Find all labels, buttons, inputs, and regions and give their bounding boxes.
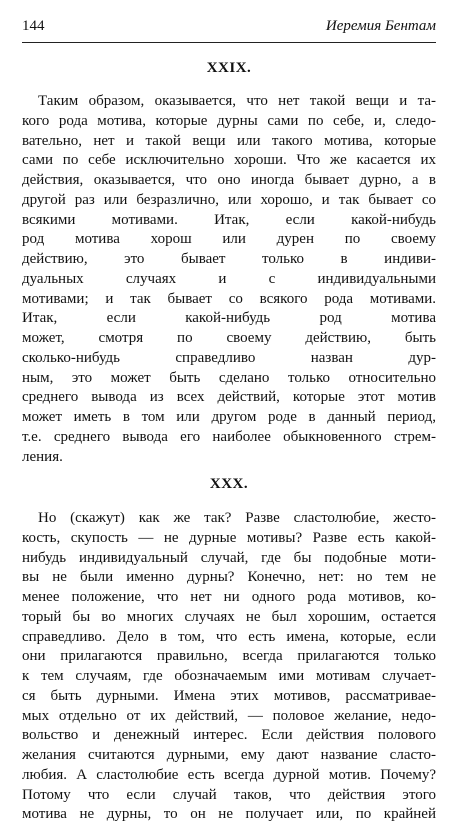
text-line: кого рода мотива, которые дурны сами по себе, и, следо- xyxy=(22,112,436,129)
text-line: ным, это может быть сделано только относительно xyxy=(22,369,436,386)
text-line: менее положение, что нет ни одного рода мотивов, ко- xyxy=(22,589,436,605)
text-line: всякими мотивами. Итак, если какой-нибудь xyxy=(22,211,436,228)
text-line: Но (скажут) как же так? Разве сластолюбие, жесто- xyxy=(38,510,436,526)
text-line: действию, это бывает только в индиви- xyxy=(22,251,436,267)
text-line: сколько-нибудь справедливо назван дур- xyxy=(22,349,436,366)
text-line: может, смотря по своему действию, быть xyxy=(22,330,436,346)
text-line: нибудь индивидуальный случай, где бы подобные моти- xyxy=(22,549,436,566)
text-line: мых отдельно от их действий, — половое желание, недо- xyxy=(22,707,436,724)
text-line: вы не были именно дурны? Конечно, нет: но тем не xyxy=(22,569,436,586)
text-line: действия, оказывается, что оно иногда бывает дурно, а в xyxy=(22,172,436,188)
text-line: среднего вывода из всех действий, которые этот мотив xyxy=(22,389,436,406)
text-line: ления. xyxy=(22,448,63,465)
page-number: 144 xyxy=(22,18,45,34)
text-line: т.е. среднего вывода его наиболее обыкновенного стрем- xyxy=(22,428,436,445)
text-line: к тем случаям, где обозначаемым ими мотивам случает- xyxy=(22,668,436,684)
paragraph xyxy=(22,509,436,825)
running-title: Иеремия Бентам xyxy=(325,18,436,34)
section-title: XXIX. xyxy=(206,60,252,76)
text-line: они прилагаются правильно, всегда прилагаются только xyxy=(22,648,436,665)
text-line: ся быть дурными. Имена этих мотивов, рассматривае- xyxy=(22,687,436,704)
text-line: дуальных случаях и с индивидуальными xyxy=(22,270,436,287)
paragraph xyxy=(22,92,436,467)
text-line: кость, скупость — не дурные мотивы? Разве есть какой- xyxy=(22,529,436,546)
text-line: любия. А сластолюбие есть всегда дурной мотив. Почему? xyxy=(22,766,436,783)
page-header xyxy=(22,18,436,43)
text-line: желания считаются дурными, ему дают название сласто- xyxy=(22,747,436,763)
text-line: Таким образом, оказывается, что нет такой вещи и та- xyxy=(38,93,436,109)
text-line: мотивами; и так бывает со всякого рода мотивами. xyxy=(22,290,436,307)
text-line: Итак, если какой-нибудь род мотива xyxy=(22,310,436,327)
text-line: справедливо. Дело в том, что есть имена, которые, если xyxy=(22,628,436,645)
text-line: другой раз или безразлично, или хорошо, и так бывает со xyxy=(22,191,436,208)
text-line: мотива не дурны, то он не получает или, по крайней xyxy=(22,806,436,823)
text-line: может иметь в том или другом роде в данный период, xyxy=(22,409,436,425)
section-title: XXX. xyxy=(209,476,249,492)
text-line: род мотива хорош или дурен по своему xyxy=(22,231,436,248)
text-line: сами по себе исключительно хороши. Что же касается их xyxy=(22,152,436,169)
text-line: вольство и денежный интерес. Если действия полового xyxy=(22,727,436,744)
text-line: торый бы во многих случаях не был хорошим, остается xyxy=(22,608,436,625)
text-line: вательно, нет и такой вещи или такого мотива, которые xyxy=(22,132,436,149)
text-line: Потому что если случай таков, что действия этого xyxy=(22,786,436,803)
